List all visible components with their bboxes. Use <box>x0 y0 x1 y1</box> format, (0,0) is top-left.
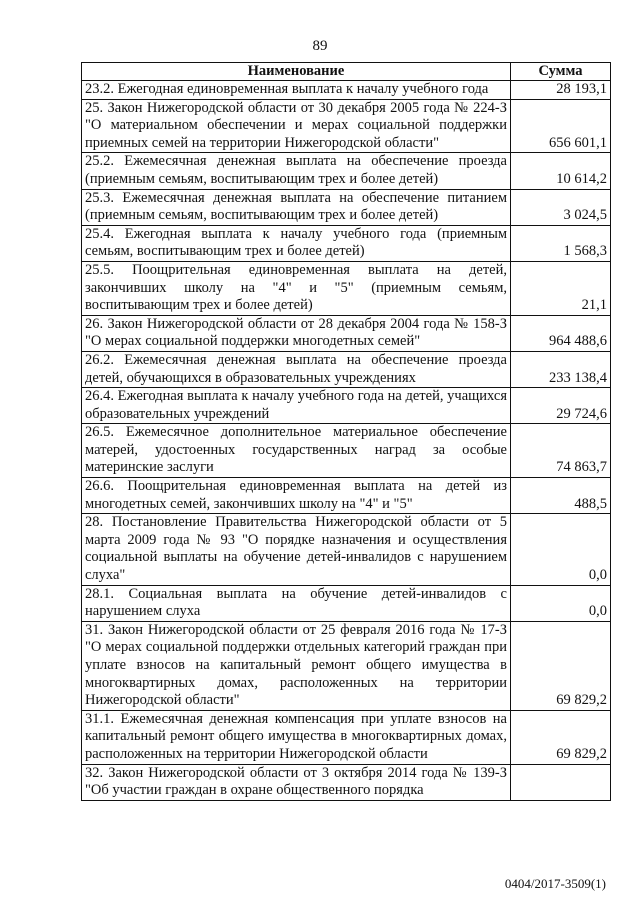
table-body <box>82 81 611 801</box>
row-sum: 964 488,6 <box>511 315 611 351</box>
row-name: 26.2. Ежемесячная денежная выплата на обеспечение проезда детей, обучающихся в образовательных учреждениях <box>82 351 511 387</box>
table-row <box>82 388 611 424</box>
table-row <box>82 153 611 189</box>
row-sum: 69 829,2 <box>511 710 611 764</box>
row-sum: 74 863,7 <box>511 424 611 478</box>
table-row <box>82 478 611 514</box>
header-row <box>82 63 611 81</box>
table-row <box>82 514 611 585</box>
table-row <box>82 585 611 621</box>
row-name: 26. Закон Нижегородской области от 28 декабря 2004 года № 158-З "О мерах социальной поддержки многодетных семей" <box>82 315 511 351</box>
row-sum: 656 601,1 <box>511 99 611 153</box>
row-sum: 488,5 <box>511 478 611 514</box>
row-sum: 28 193,1 <box>511 81 611 100</box>
row-sum: 29 724,6 <box>511 388 611 424</box>
table-header <box>82 63 611 81</box>
row-name: 26.5. Ежемесячное дополнительное материальное обеспечение матерей, удостоенных государственных наград за особые материнские заслуги <box>82 424 511 478</box>
row-name: 31.1. Ежемесячная денежная компенсация при уплате взносов на капитальный ремонт общего имущества в многоквартирных домах, расположенных на территории Нижегородской области <box>82 710 511 764</box>
table-row <box>82 189 611 225</box>
row-name: 23.2. Ежегодная единовременная выплата к началу учебного года <box>82 81 511 100</box>
row-name: 25. Закон Нижегородской области от 30 декабря 2005 года № 224-З "О материальном обеспечении и мерах социальной поддержки приемных семей на территории Нижегородской области" <box>82 99 511 153</box>
row-name: 26.4. Ежегодная выплата к началу учебного года на детей, учащихся образовательных учреждений <box>82 388 511 424</box>
row-sum: 69 829,2 <box>511 621 611 710</box>
row-name: 25.3. Ежемесячная денежная выплата на обеспечение питанием (приемным семьям, воспитывающим трех и более детей) <box>82 189 511 225</box>
table-row <box>82 81 611 100</box>
table-row <box>82 99 611 153</box>
row-name: 28.1. Социальная выплата на обучение детей-инвалидов с нарушением слуха <box>82 585 511 621</box>
table-row <box>82 710 611 764</box>
row-name: 25.5. Поощрительная единовременная выплата на детей, закончивших школу на "4" и "5" (приемным семьям, воспитывающим трех и более детей) <box>82 261 511 315</box>
row-sum: 21,1 <box>511 261 611 315</box>
budget-table <box>81 62 611 801</box>
table-row <box>82 424 611 478</box>
row-sum: 0,0 <box>511 585 611 621</box>
table-row <box>82 261 611 315</box>
row-sum: 10 614,2 <box>511 153 611 189</box>
row-name: 25.4. Ежегодная выплата к началу учебного года (приемным семьям, воспитывающим трех и более детей) <box>82 225 511 261</box>
row-name: 28. Постановление Правительства Нижегородской области от 5 марта 2009 года № 93 "О порядке назначения и осуществления социальной выплаты на обучение детей-инвалидов с нарушением слуха" <box>82 514 511 585</box>
row-sum: 3 024,5 <box>511 189 611 225</box>
header-sum: Сумма <box>511 63 611 81</box>
page-number: 89 <box>312 38 328 54</box>
row-name: 31. Закон Нижегородской области от 25 февраля 2016 года № 17-З "О мерах социальной поддержки отдельных категорий граждан при уплате взносов на капитальный ремонт общего имущества в многоквартирных домах, расположенных на территории Нижегородской области" <box>82 621 511 710</box>
table-row <box>82 225 611 261</box>
row-name: 26.6. Поощрительная единовременная выплата на детей из многодетных семей, закончивших школу на "4" и "5" <box>82 478 511 514</box>
table-row <box>82 315 611 351</box>
table-row <box>82 351 611 387</box>
row-sum: 233 138,4 <box>511 351 611 387</box>
document-code: 0404/2017-3509(1) <box>504 876 606 891</box>
header-name: Наименование <box>82 63 511 81</box>
row-name: 25.2. Ежемесячная денежная выплата на обеспечение проезда (приемным семьям, воспитывающим трех и более детей) <box>82 153 511 189</box>
row-name: 32. Закон Нижегородской области от 3 октября 2014 года № 139-З "Об участии граждан в охране общественного порядка <box>82 764 511 800</box>
table-row <box>82 764 611 800</box>
row-sum: 0,0 <box>511 514 611 585</box>
row-sum <box>511 764 611 800</box>
table-row <box>82 621 611 710</box>
row-sum: 1 568,3 <box>511 225 611 261</box>
